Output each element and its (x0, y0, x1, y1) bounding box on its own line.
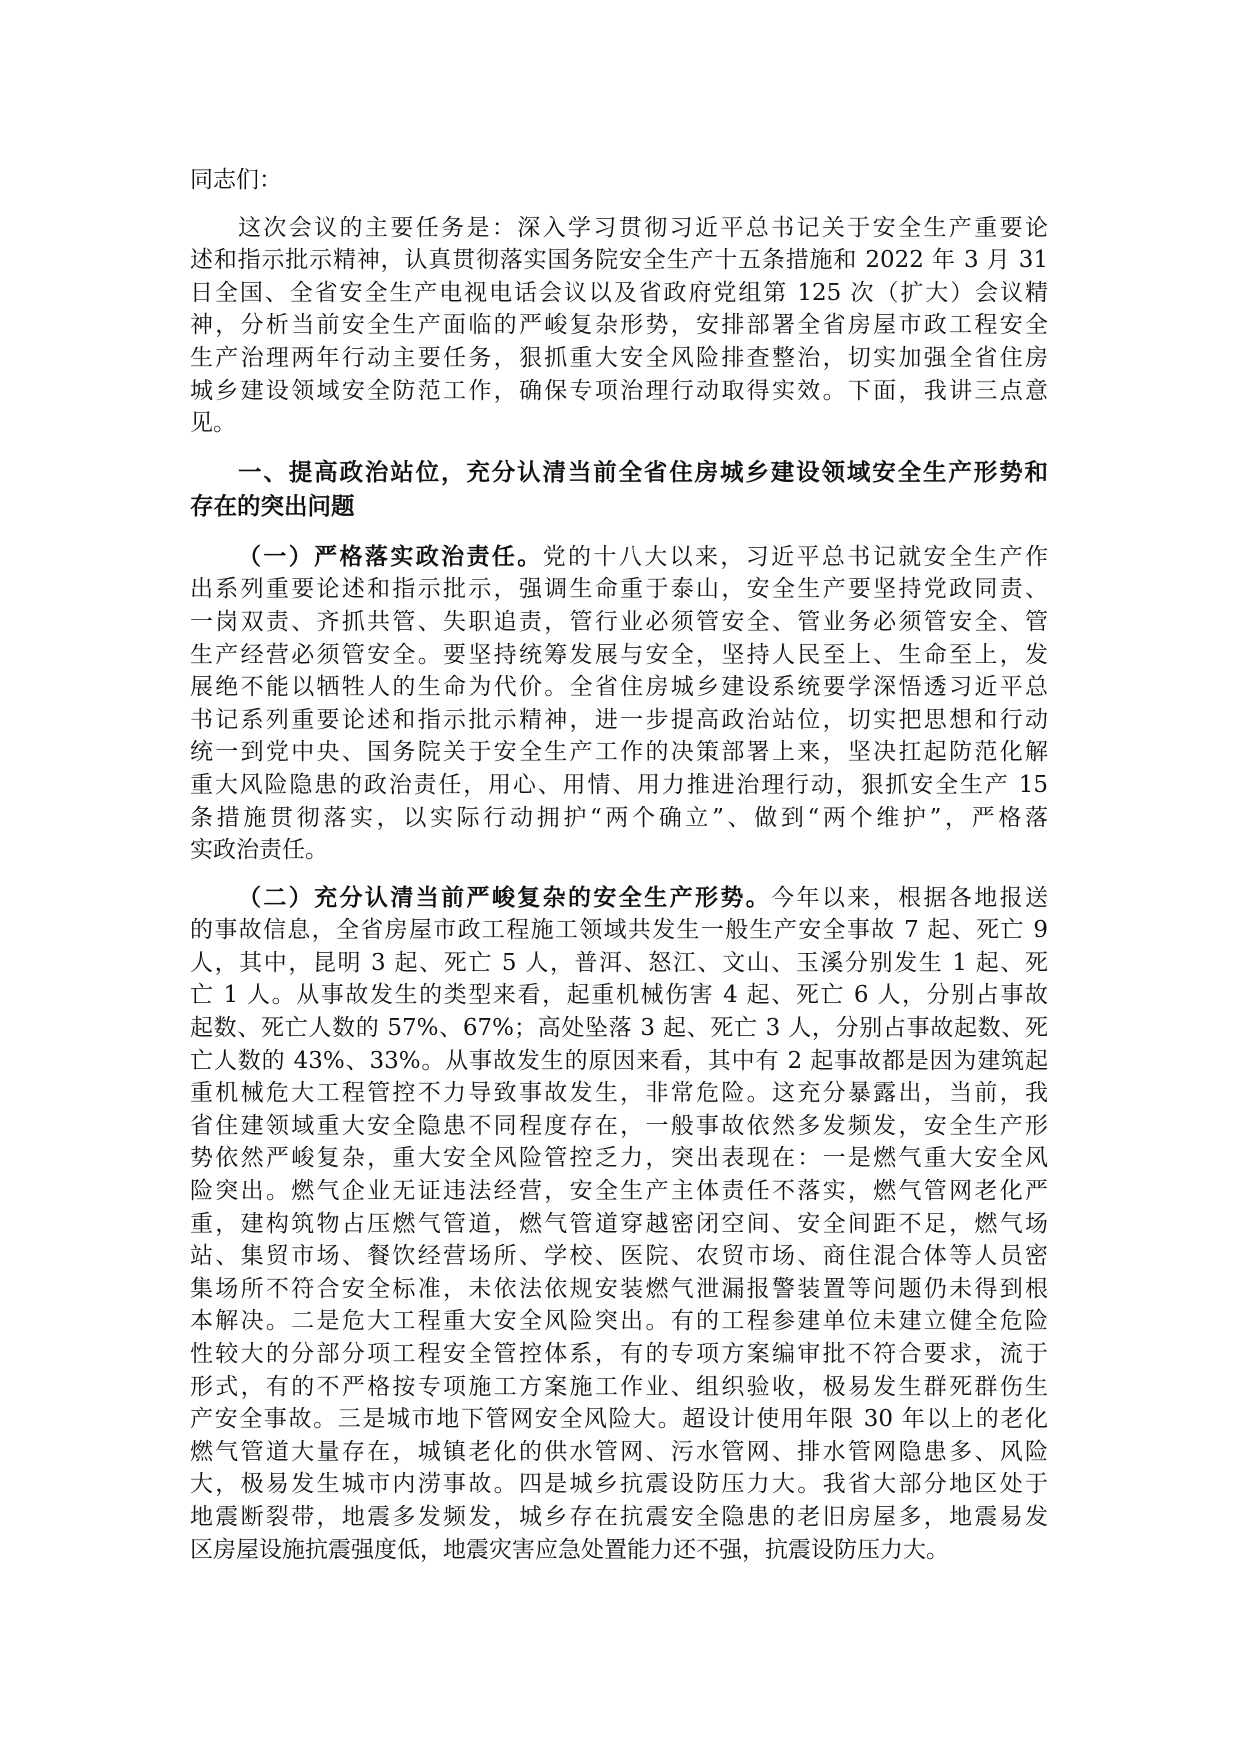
text-line: 起数、死亡人数的 57%、67%；高处坠落 3 起、死亡 3 人，分别占事故起数、死 (190, 1015, 1048, 1042)
text-line: 集场所不符合安全标准，未依法依规安装燃气泄漏报警装置等问题仍未得到根 (190, 1275, 1048, 1302)
line-text: 今年以来，根据各地报送 (771, 884, 1049, 911)
text-line: 存在的突出问题 (190, 491, 355, 520)
text-line (190, 882, 1048, 915)
body-paragraph (190, 212, 1048, 440)
text-line: 生产治理两年行动主要任务，狠抓重大安全风险排查整治，切实加强全省住房 (190, 344, 1048, 371)
text-line: 神，分析当前安全生产面临的严峻复杂形势，安排部署全省房屋市政工程安全 (190, 312, 1048, 339)
text-line: 生产经营必须管安全。要坚持统筹发展与安全，坚持人民至上、生命至上，发 (190, 641, 1048, 668)
subsection-title: （一）严格落实政治责任。 (238, 542, 543, 570)
text-line: 展绝不能以牺牲人的生命为代价。全省住房城乡建设系统要学深悟透习近平总 (190, 674, 1048, 701)
text-line: 重大风险隐患的政治责任，用心、用情、用力推进治理行动，狠抓安全生产 15 (190, 771, 1048, 798)
text-line: 险突出。燃气企业无证违法经营，安全生产主体责任不落实，燃气管网老化严 (190, 1178, 1048, 1205)
text-line: 省住建领域重大安全隐患不同程度存在，一般事故依然多发频发，安全生产形 (190, 1112, 1048, 1139)
text-line: 一、提高政治站位，充分认清当前全省住房城乡建设领域安全生产形势和 (238, 457, 1048, 486)
text-line: 一岗双责、齐抓共管、失职追责，管行业必须管安全、管业务必须管安全、管 (190, 608, 1048, 635)
text-line: 日全国、全省安全生产电视电话会议以及省政府党组第 125 次（扩大）会议精 (190, 279, 1048, 306)
text-line: 见。 (190, 410, 236, 437)
text-line: 性较大的分部分项工程安全管控体系，有的专项方案编审批不符合要求，流于 (190, 1341, 1048, 1367)
text-line: 书记系列重要论述和指示批示精神，进一步提高政治站位，切实把思想和行动 (190, 706, 1048, 733)
text-line: 亡 1 人。从事故发生的类型来看，起重机械伤害 4 起、死亡 6 人，分别占事故 (190, 982, 1048, 1009)
text-line: 形式，有的不严格按专项施工方案施工作业、组织验收，极易发生群死群伤生 (190, 1373, 1048, 1400)
text-line: 亡人数的 43%、33%。从事故发生的原因来看，其中有 2 起事故都是因为建筑起 (190, 1047, 1048, 1074)
text-line: 本解决。二是危大工程重大安全风险突出。有的工程参建单位未建立健全危险 (190, 1308, 1048, 1335)
text-line: 地震断裂带，地震多发频发，城乡存在抗震安全隐患的老旧房屋多，地震易发 (190, 1503, 1048, 1530)
section-heading (190, 455, 1048, 523)
text-line: 实政治责任。 (190, 837, 328, 864)
body-paragraph (190, 882, 1048, 1566)
salutation-paragraph (190, 164, 1048, 197)
text-line: 重机械危大工程管控不力导致事故发生，非常危险。这充分暴露出，当前，我 (190, 1080, 1048, 1107)
text-line: 产安全事故。三是城市地下管网安全风险大。超设计使用年限 30 年以上的老化 (190, 1406, 1048, 1433)
text-line: 人，其中，昆明 3 起、死亡 5 人，普洱、怒江、文山、玉溪分别发生 1 起、死 (190, 949, 1048, 976)
text-line: 区房屋设施抗震强度低，地震灾害应急处置能力还不强，抗震设防压力大。 (190, 1536, 949, 1563)
text-line: 出系列重要论述和指示批示，强调生命重于泰山，安全生产要坚持党政同责、 (190, 576, 1048, 603)
subsection-title: （二）充分认清当前严峻复杂的安全生产形势。 (238, 883, 772, 911)
text-line: 燃气管道大量存在，城镇老化的供水管网、污水管网、排水管网隐患多、风险 (190, 1438, 1048, 1465)
line-text: 党的十八大以来，习近平总书记就安全生产作 (542, 543, 1049, 570)
text-line (190, 541, 1048, 574)
text-line: 述和指示批示精神，认真贯彻落实国务院安全生产十五条措施和 2022 年 3 月 31 (190, 247, 1048, 274)
text-line: 条措施贯彻落实，以实际行动拥护“两个确立”、做到“两个维护”，严格落 (190, 804, 1048, 831)
document-body (190, 164, 1048, 1581)
text-line: 势依然严峻复杂，重大安全风险管控乏力，突出表现在：一是燃气重大安全风 (190, 1145, 1048, 1172)
body-paragraph (190, 541, 1048, 867)
text-line: 站、集贸市场、餐饮经营场所、学校、医院、农贸市场、商住混合体等人员密 (190, 1243, 1048, 1270)
salutation: 同志们： (190, 167, 282, 193)
text-line: 的事故信息，全省房屋市政工程施工领域共发生一般生产安全事故 7 起、死亡 9 (190, 917, 1048, 944)
text-line: 大，极易发生城市内涝事故。四是城乡抗震设防压力大。我省大部分地区处于 (190, 1471, 1048, 1498)
text-line: 重，建构筑物占压燃气管道，燃气管道穿越密闭空间、安全间距不足，燃气场 (190, 1210, 1048, 1237)
text-line: 城乡建设领域安全防范工作，确保专项治理行动取得实效。下面，我讲三点意 (190, 377, 1048, 404)
text-line: 统一到党中央、国务院关于安全生产工作的决策部署上来，坚决扛起防范化解 (190, 739, 1048, 766)
text-line: 这次会议的主要任务是：深入学习贯彻习近平总书记关于安全生产重要论 (238, 214, 1048, 241)
